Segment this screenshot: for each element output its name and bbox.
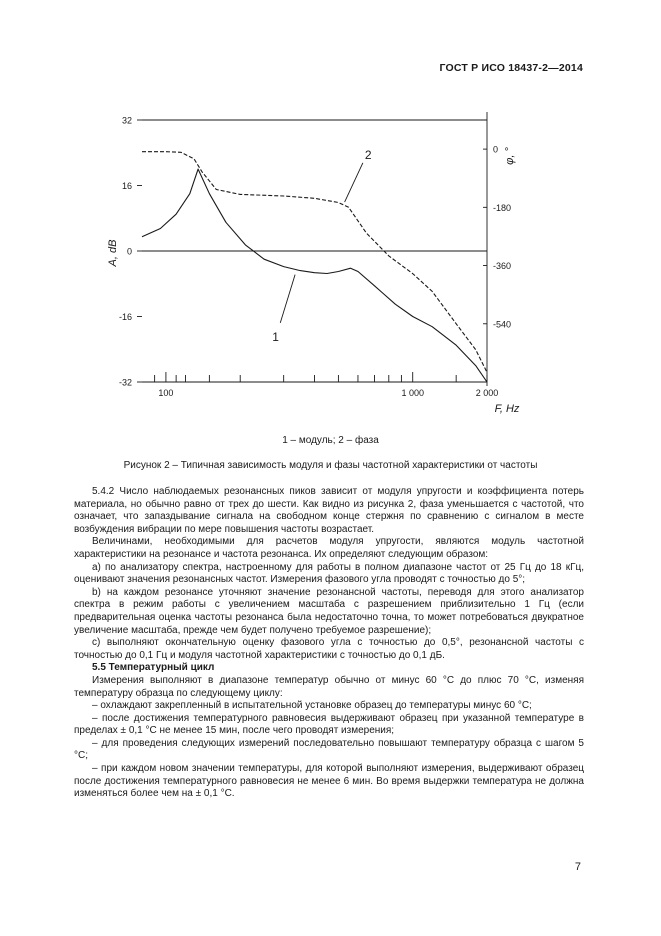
y2-tick-label: -180 <box>493 202 512 213</box>
chart-marks <box>142 152 487 382</box>
figure-chart <box>100 100 540 430</box>
curve-1-leader <box>280 275 295 323</box>
paragraph: – для проведения следующих измерений последовательно повышают температуру образца с шагом 5 °С; <box>74 737 584 762</box>
chart-axes <box>137 112 487 386</box>
series-1-line <box>142 169 487 382</box>
series-2-line <box>142 152 487 373</box>
paragraph: – после достижения температурного равновесия выдерживают образец при указанной температуре в пределах ± 0,1 °С не менее 15 мин, после чего проводят измерения; <box>74 712 584 737</box>
x-tick-label: 100 <box>158 388 174 398</box>
curve-2-leader <box>345 163 363 202</box>
y-tick-label: 32 <box>121 115 132 126</box>
paragraph: b) на каждом резонансе уточняют значение резонансной частоты, переводя для этого анализатор спектра в режим работы с увеличением масштаба с разрешением приблизительно 1 Гц (если предварительная оценка частоты резонанса была недостаточно точна, то может потребоваться двукратное увеличение масштаба, прежде чем будет получено требуемое разрешение); <box>74 586 584 636</box>
y2-tick-label: 0 <box>493 144 499 155</box>
y-tick-label: -16 <box>118 312 132 322</box>
y2-tick-label: -540 <box>493 319 512 330</box>
paragraph: c) выполняют окончательную оценку фазового угла с точностью до 0,5°, резонансной частоты с точностью до 0,1 Гц и модуля частотной характеристики с точностью до 0,1 дБ. <box>74 637 584 661</box>
y2-tick-label: -360 <box>493 261 512 272</box>
section-heading: 5.5 Температурный цикл <box>92 662 215 674</box>
page-number: 7 <box>574 861 581 873</box>
body-text <box>74 486 584 801</box>
curve-1-label: 1 <box>272 329 279 344</box>
paragraph: – при каждом новом значении температуры, для которой выполняют измерения, выдерживают образец после достижения температурного равновесия не менее 6 мин. Во время выдержки температура не должна изменяться более чем на ± 0,1 °С. <box>74 763 584 800</box>
y-axis-title: A, dB <box>107 239 119 267</box>
y-tick-label: 16 <box>121 181 132 191</box>
figure-caption: Рисунок 2 – Типичная зависимость модуля и фазы частотной характеристики от частоты <box>123 460 538 471</box>
x-axis-title: F, Hz <box>494 403 520 415</box>
document-header: ГОСТ Р ИСО 18437-2—2014 <box>439 62 583 74</box>
x-tick-label: 2 000 <box>475 388 499 398</box>
figure-legend: 1 – модуль; 2 – фаза <box>282 435 379 446</box>
paragraph: Величинами, необходимыми для расчетов модуля упругости, являются модуль частотной характеристики на резонансе и частота резонанса. Их определяют следующим образом: <box>74 536 584 560</box>
y-tick-label: -32 <box>118 377 132 388</box>
y-tick-label: 0 <box>126 246 132 257</box>
y2-axis-title: φ, ° <box>504 147 516 165</box>
paragraph: – охлаждают закрепленный в испытательной установке образец до температуры минус 60 °С; <box>92 700 532 712</box>
curve-2-label: 2 <box>364 147 372 162</box>
chart-labels <box>107 116 520 416</box>
paragraph: 5.4.2 Число наблюдаемых резонансных пиков зависит от модуля упругости и коэффициента потерь материала, но обычно равно от трех до шести. Как видно из рисунка 2, фаза уменьшается с частотой, что означает, что запаздывание сигнала на свободном конце стержня по сравнению с сигналом в месте возбуждения вибрации по мере повышения частоты возрастает. <box>74 486 584 535</box>
paragraph: a) по анализатору спектра, настроенному для работы в полном диапазоне частот от 25 Гц до 18 кГц, оценивают значения резонансных частот. Измерения фазового угла проводят с точностью до 5°; <box>74 561 584 586</box>
x-tick-label: 1 000 <box>401 388 424 398</box>
paragraph: Измерения выполняют в диапазоне температур обычно от минус 60 °С до плюс 70 °С, изменяя температуру образца по следующему циклу: <box>74 674 584 699</box>
